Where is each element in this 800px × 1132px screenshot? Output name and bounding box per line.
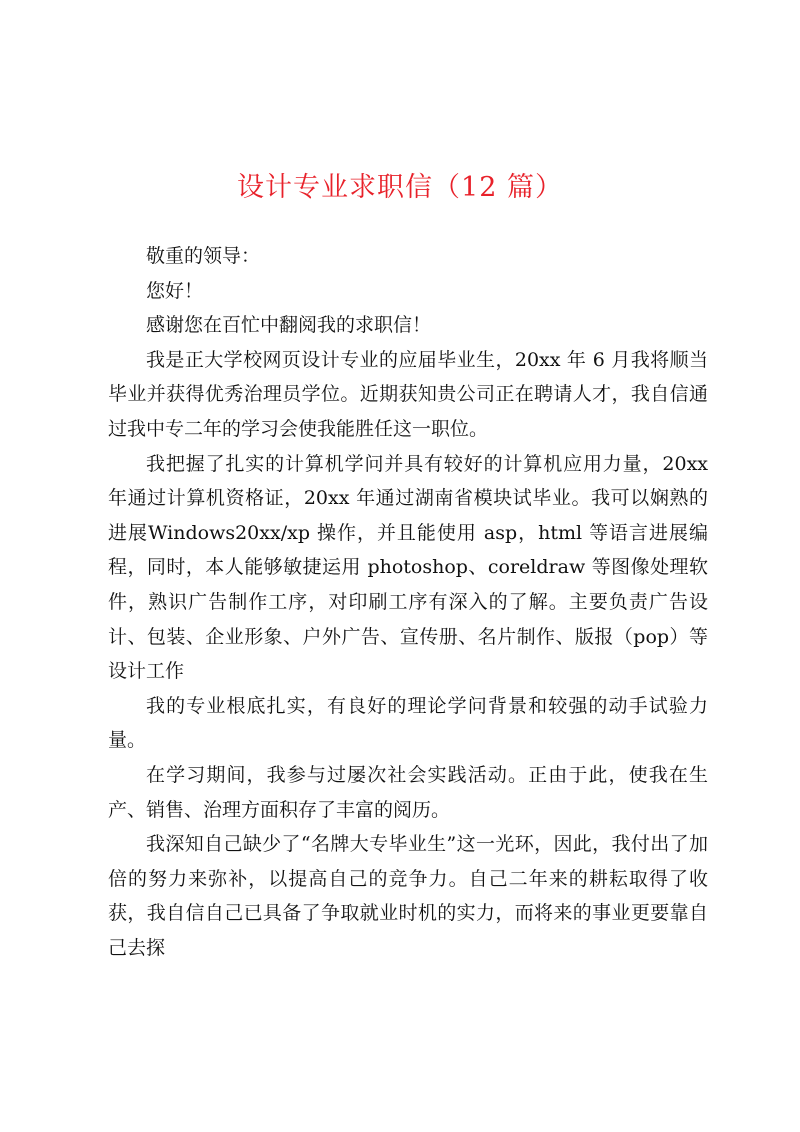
paragraph-effort: 我深知自己缺少了“名牌大专毕业生”这一光环，因此，我付出了加倍的努力来弥补，以提高自己的竞争力。自己二年来的耕耘取得了收获，我自信自己已具备了争取就业时机的实力，而将来的事业更要靠自己去探 (108, 833, 708, 959)
paragraph-greeting: 您好！ (146, 279, 204, 302)
paragraph-foundation: 我的专业根底扎实，有良好的理论学问背景和较强的动手试验力量。 (108, 694, 708, 752)
paragraph-skills: 我把握了扎实的计算机学问并具有较好的计算机应用力量，20xx 年通过计算机资格证，20xx 年通过湖南省模块试毕业。我可以娴熟的进展Windows20xx/xp 操作，并且能使用 asp，html 等语言进展编程，同时，本人能够敏捷运用 photoshop、coreldraw 等图像处理软件，熟识广告制作工序，对印刷工序有深入的了解。主要负责广告设计、包装、企业形象、户外广告、宣传册、名片制作、版报（pop）等设计工作 (108, 452, 708, 683)
document-body (108, 239, 708, 965)
paragraph-introduction: 我是正大学校网页设计专业的应届毕业生，20xx 年 6 月我将顺当毕业并获得优秀治理员学位。近期获知贵公司正在聘请人才，我自信通过我中专二年的学习会使我能胜任这一职位。 (108, 348, 708, 440)
document-title: 设计专业求职信（12 篇） (237, 172, 563, 203)
paragraph-practice: 在学习期间，我参与过屡次社会实践活动。正由于此，使我在生产、销售、治理方面积存了丰富的阅历。 (108, 763, 708, 821)
paragraph-salutation: 敬重的领导： (146, 245, 261, 267)
paragraph-thanks: 感谢您在百忙中翻阅我的求职信！ (146, 314, 432, 337)
